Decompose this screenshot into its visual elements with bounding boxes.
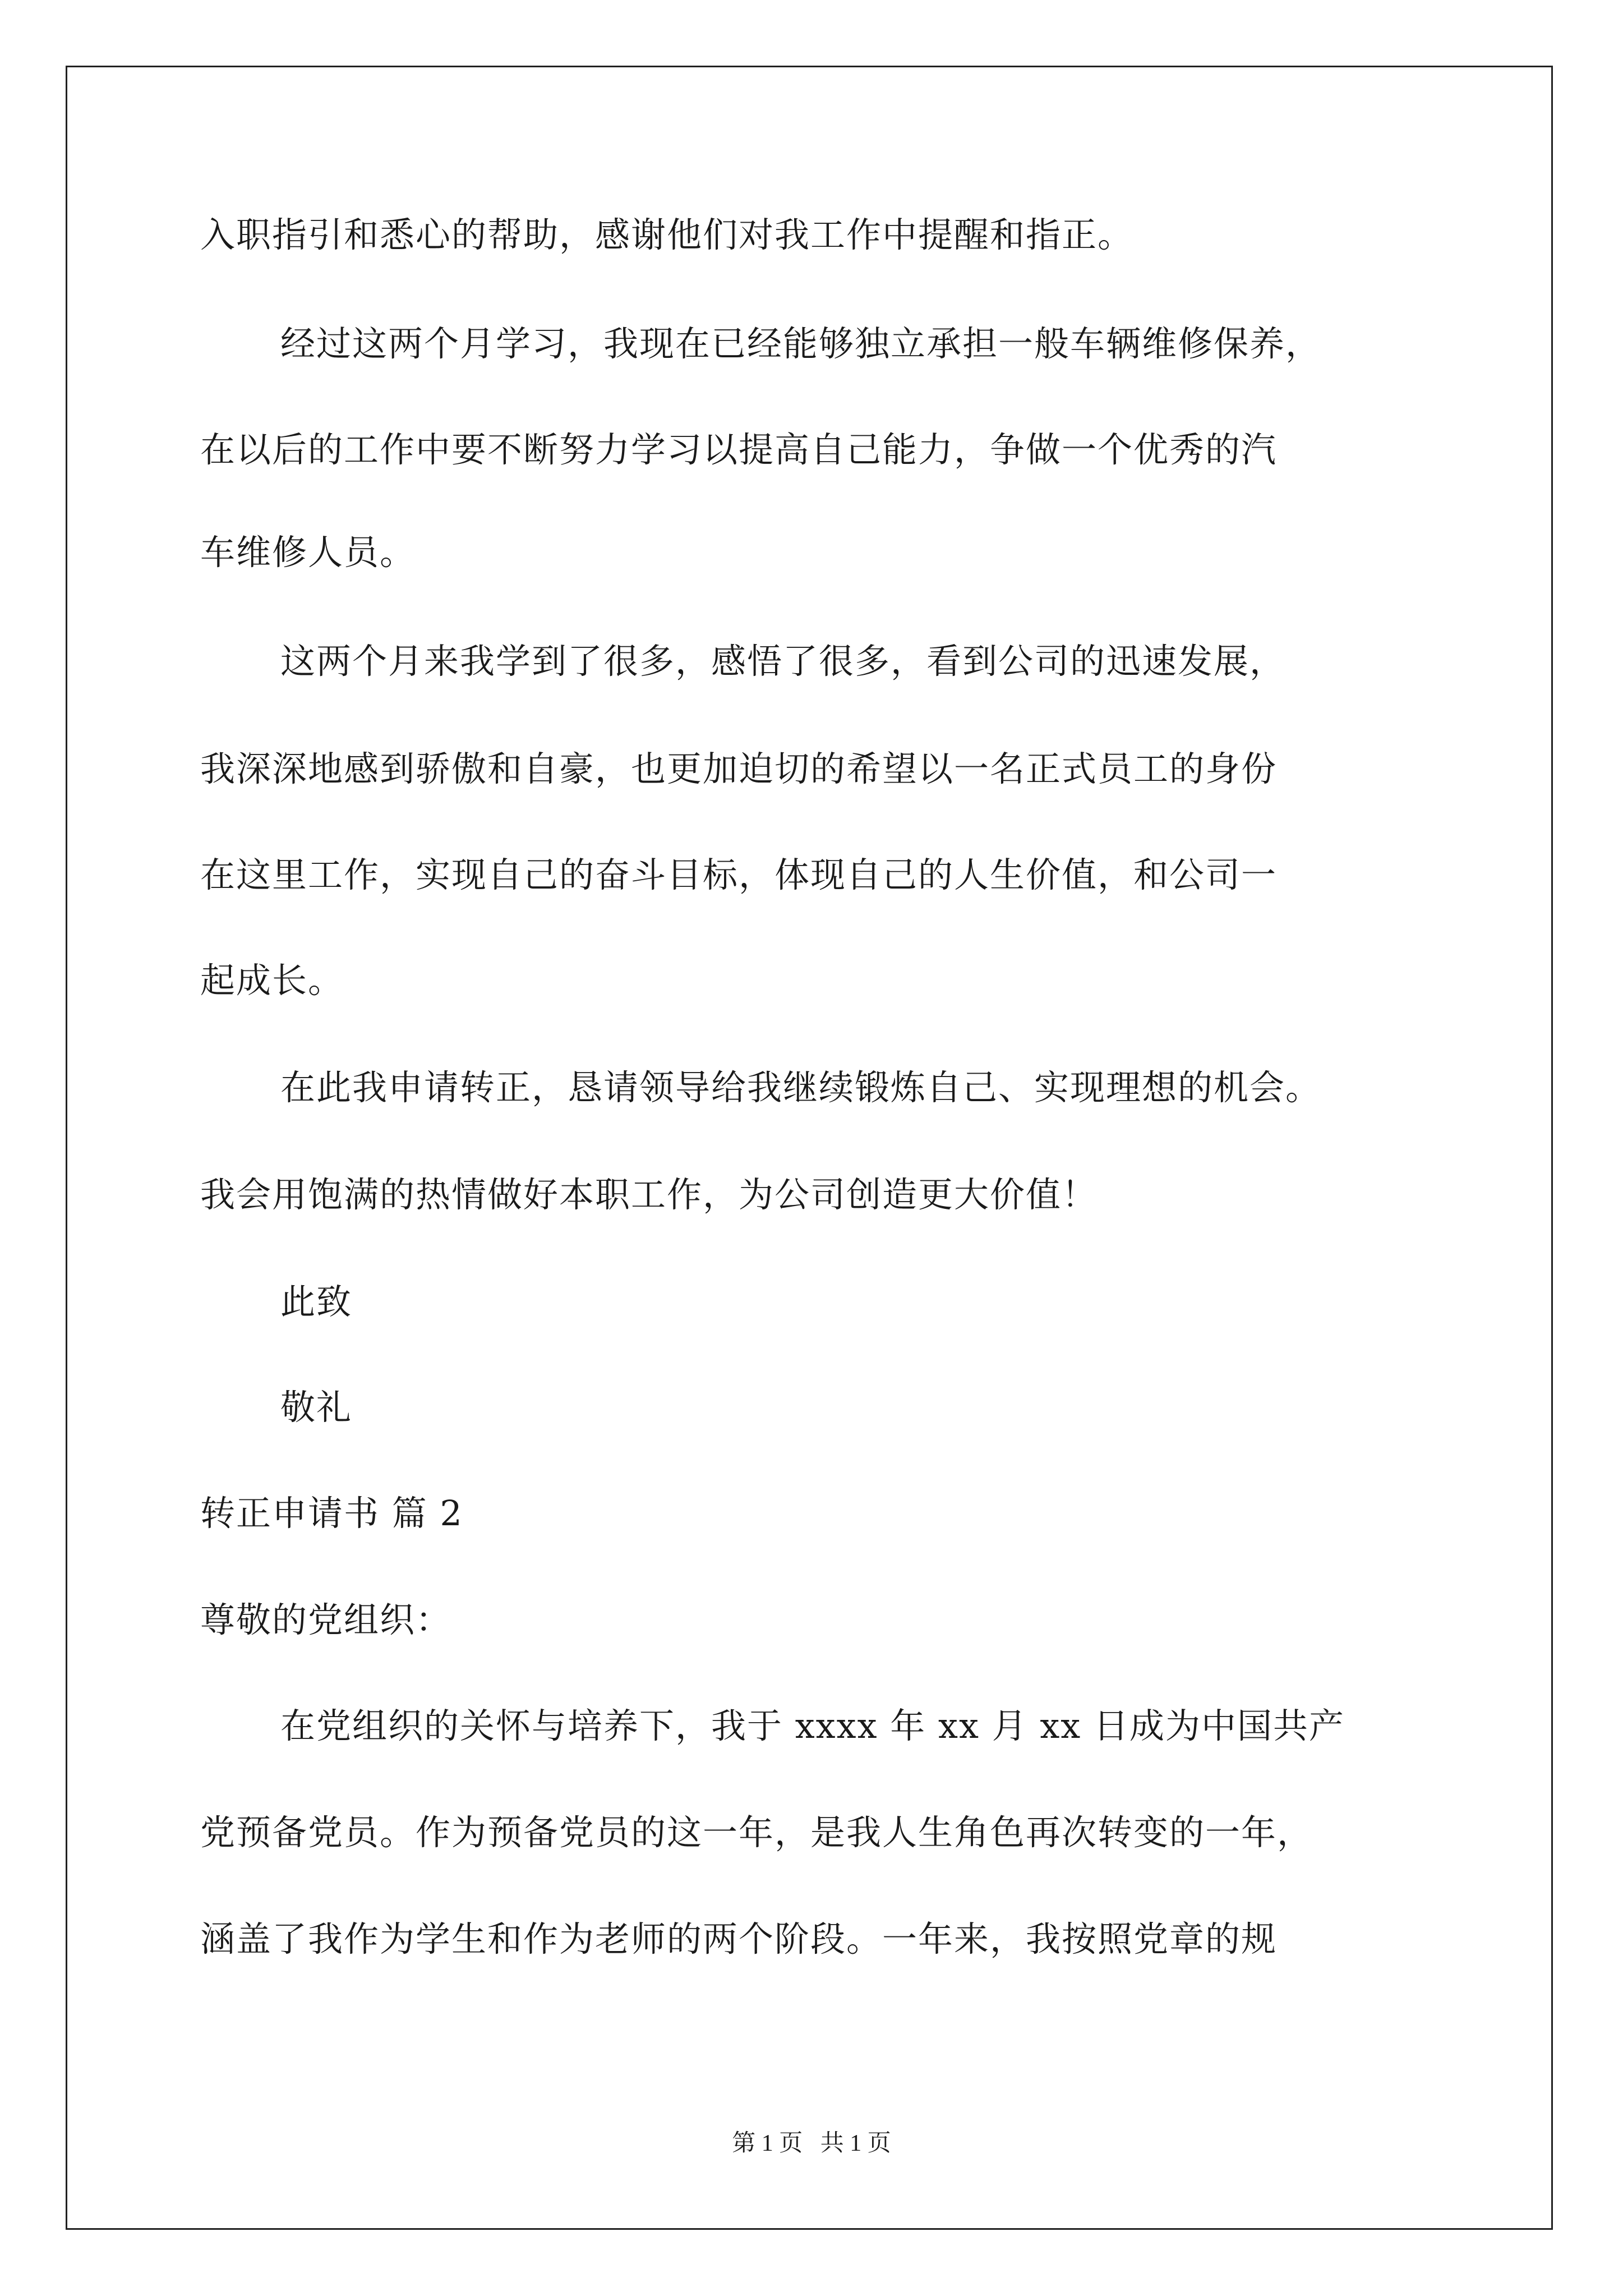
text-line: 车维修人员。 [200, 532, 416, 573]
text-line: 在党组织的关怀与培养下，我于 xxxx 年 xx 月 xx 日成为中国共产 [280, 1705, 1345, 1746]
page-border [66, 66, 1553, 2230]
section-heading: 转正申请书 篇 2 [200, 1493, 463, 1534]
closing-salutation: 此致 [280, 1281, 353, 1322]
text-line: 在此我申请转正，恳请领导给我继续锻炼自己、实现理想的机会。 [280, 1067, 1322, 1108]
page-footer: 第 1 页 共 1 页 [732, 2131, 891, 2156]
text-line: 经过这两个月学习，我现在已经能够独立承担一般车辆维修保养， [280, 323, 1322, 364]
text-line: 入职指引和悉心的帮助，感谢他们对我工作中提醒和指正。 [200, 214, 1134, 255]
text-line: 这两个月来我学到了很多，感悟了很多，看到公司的迅速发展， [280, 641, 1286, 682]
text-line: 在这里工作，实现自己的奋斗目标，体现自己的人生价值，和公司一 [200, 854, 1278, 895]
text-line: 涵盖了我作为学生和作为老师的两个阶段。一年来，我按照党章的规 [200, 1918, 1278, 1959]
text-line: 在以后的工作中要不断努力学习以提高自己能力，争做一个优秀的汽 [200, 429, 1278, 470]
closing-regards: 敬礼 [280, 1387, 353, 1428]
addressee: 尊敬的党组织： [200, 1599, 452, 1640]
text-line: 党预备党员。作为预备党员的这一年，是我人生角色再次转变的一年， [200, 1812, 1313, 1853]
text-line: 起成长。 [200, 960, 344, 1001]
text-line: 我会用饱满的热情做好本职工作，为公司创造更大价值！ [200, 1174, 1098, 1215]
text-line: 我深深地感到骄傲和自豪，也更加迫切的希望以一名正式员工的身份 [200, 748, 1278, 789]
